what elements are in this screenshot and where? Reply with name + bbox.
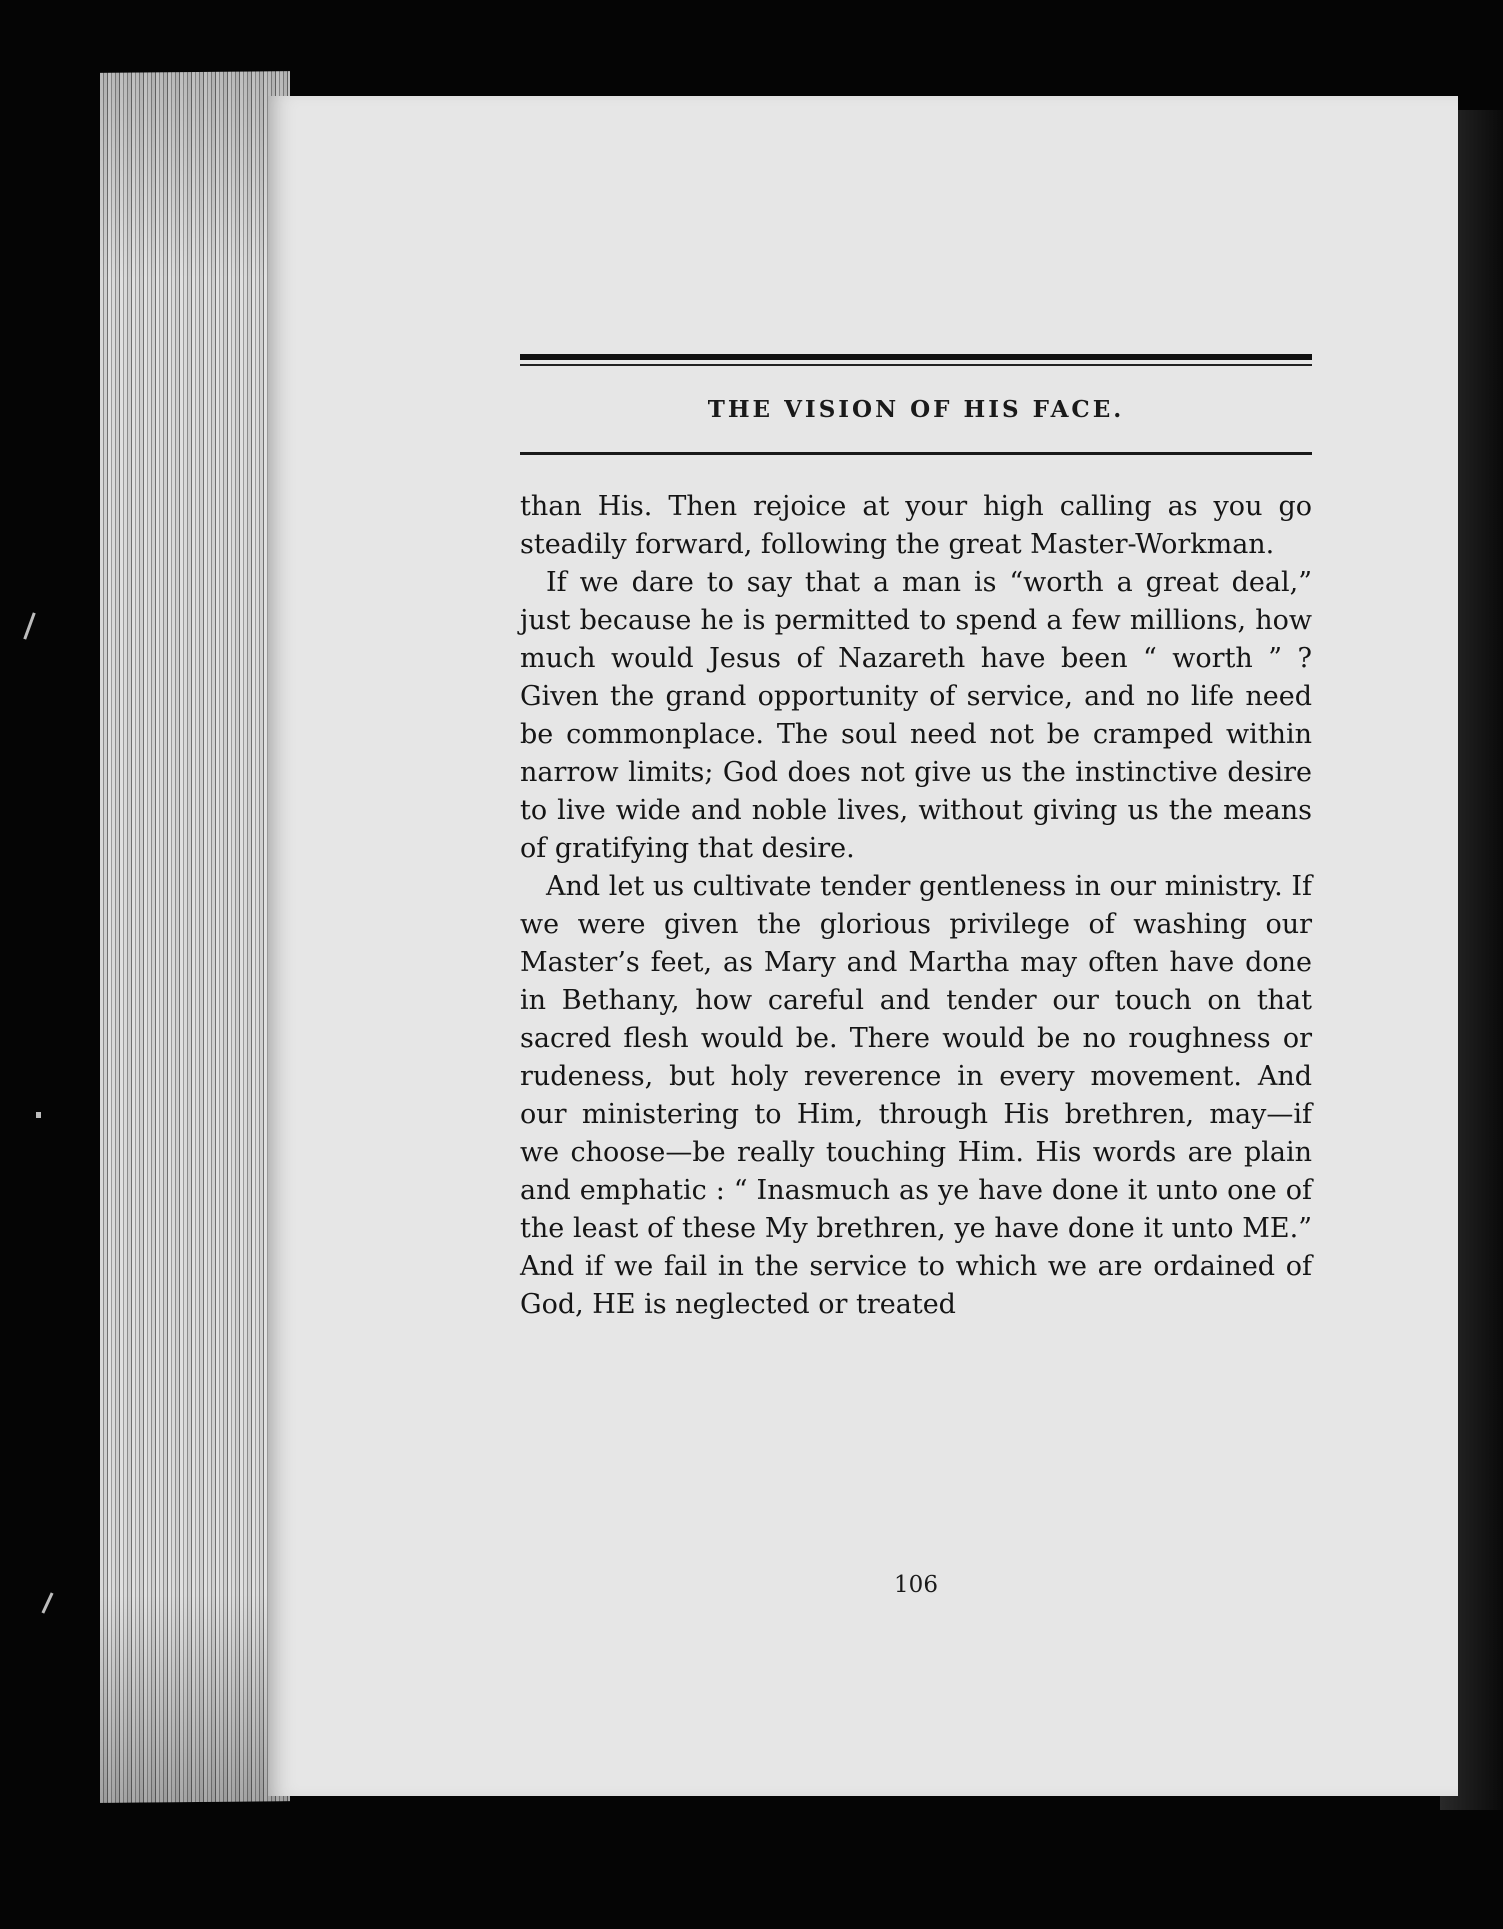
body-text xyxy=(520,488,1312,1324)
header-bottom-rule xyxy=(520,452,1312,455)
scan-speck xyxy=(41,1592,53,1613)
header-double-rule xyxy=(520,354,1312,366)
running-head: THE VISION OF HIS FACE. xyxy=(707,396,1125,423)
scan-speck xyxy=(23,612,35,639)
book-page xyxy=(268,96,1458,1796)
paragraph: And let us cultivate tender gentleness in our ministry. If we were given the glorious privilege of washing our Master’s feet, as Mary and Martha may often have done in Bethany, how careful and tender our touch on that sacred flesh would be. There would be no roughness or rudeness, but holy reverence in every movement. And our ministering to Him, through His brethren, may—if we choose—be really touching Him. His words are plain and emphatic : “ Inasmuch as ye have done it unto one of the least of these My brethren, ye have done it unto ME.” And if we fail in the service to which we are ordained of God, HE is neglected or treated xyxy=(520,871,1312,1320)
book-page-edges xyxy=(100,71,290,1803)
page-number: 106 xyxy=(894,1572,938,1598)
paragraph: If we dare to say that a man is “worth a great deal,” just because he is permitted to spend a few millions, how much would Jesus of Nazareth have been “ worth ” ? Given the grand opportunity of service, and no life need be commonplace. The soul need not be cramped within narrow limits; God does not give us the instinctive desire to live wide and noble lives, without giving us the means of gratifying that desire. xyxy=(520,567,1312,864)
paragraph-continued: than His. Then rejoice at your high calling as you go steadily forward, following the great Master-Workman. xyxy=(520,491,1312,560)
scan-speck xyxy=(36,1112,41,1118)
